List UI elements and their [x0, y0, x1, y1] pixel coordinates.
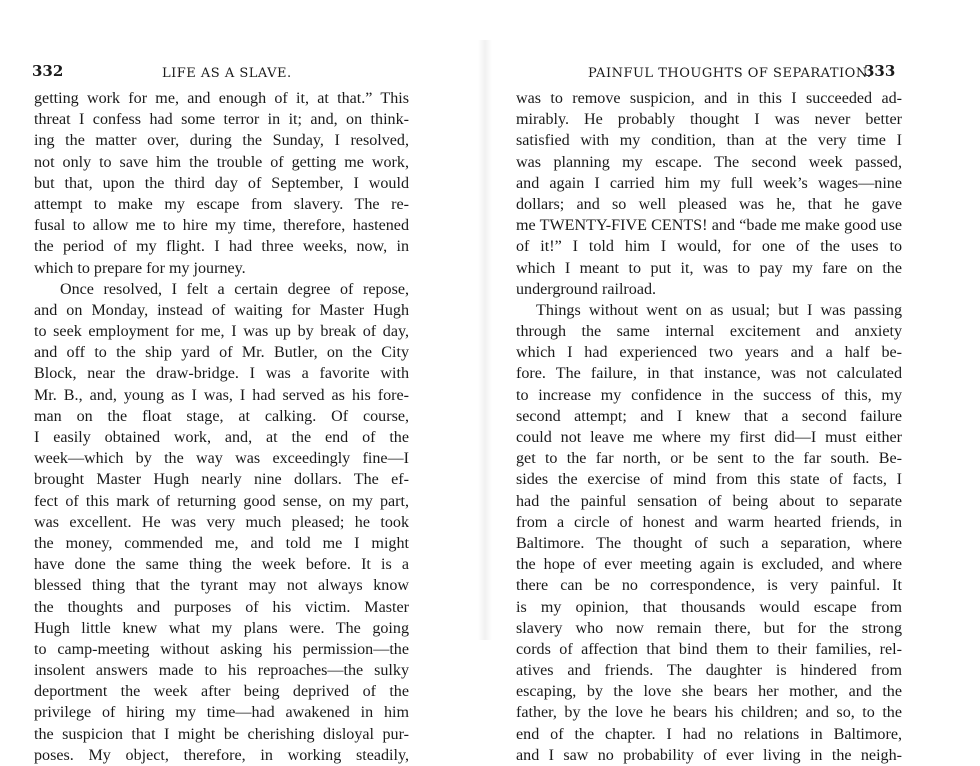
page-number: 333 [864, 62, 896, 80]
text-line: father, by the love he bears his children; and so, to the [516, 704, 902, 722]
text-line: and off to the ship yard of Mr. Butler, on the City [34, 344, 409, 362]
text-line: not only to save him the trouble of getting me work, [34, 153, 409, 171]
text-line: brought Master Hugh nearly nine dollars. The ef- [34, 471, 409, 489]
text-line: second attempt; and I knew that a second failure [516, 407, 902, 425]
text-line: is my opinion, that thousands would escape from [516, 598, 902, 616]
text-line: fusal to allow me to hire my time, therefore, hastened [34, 217, 409, 235]
text-line: threat I confess had some terror in it; and, on think- [34, 111, 409, 129]
text-line: fect of this mark of returning good sense, on my part, [34, 492, 409, 510]
text-line: Hugh little knew what my plans were. The going [34, 619, 409, 637]
text-line: dollars; and so well pleased was he, that he gave [516, 195, 902, 213]
text-line: insolent answers made to his reproaches—the sulky [34, 662, 409, 680]
right-page [500, 0, 980, 764]
text-line: end of the chapter. I had no relations in Baltimore, [516, 725, 902, 743]
text-line: had the painful sensation of being about to separate [516, 492, 902, 510]
text-line: could not leave me where my first did—I must either [516, 429, 902, 446]
text-line: the hope of ever meeting again is excluded, and where [516, 556, 902, 574]
book-gutter [478, 40, 492, 640]
text-line: to increase my confidence in the success of this, my [516, 386, 902, 404]
text-line: have done the same thing the week before. It is a [34, 556, 409, 574]
text-line: which to prepare for my journey. [34, 259, 246, 277]
text-line: to seek employment for me, I was up by break of day, [34, 323, 409, 341]
text-line: and I saw no probability of ever living in the neigh- [516, 746, 902, 764]
text-line: week—which by the way was exceedingly fine—I [34, 450, 409, 468]
text-line: was to remove suspicion, and in this I succeeded ad- [516, 90, 902, 107]
text-line: Baltimore. The thought of such a separation, where [516, 534, 902, 552]
text-line: man on the float stage, at calking. Of course, [34, 407, 409, 425]
text-line: of it!” I told him I would, for one of the uses to [516, 238, 902, 256]
text-line: and on Monday, instead of waiting for Master Hugh [34, 301, 409, 319]
running-head: PAINFUL THOUGHTS OF SEPARATION. [588, 66, 872, 81]
text-line: cords of affection that bind them to their families, rel- [516, 640, 902, 658]
text-line: me TWENTY-FIVE CENTS! and “bade me make good use [516, 217, 902, 235]
text-line: and again I carried him my full week’s wages—nine [516, 174, 902, 192]
text-line: atives and friends. The daughter is hindered from [516, 662, 902, 680]
text-line: fore. The failure, in that instance, was not calculated [516, 365, 902, 383]
text-line: which I had experienced two years and a half be- [516, 344, 902, 362]
text-line: the money, commended me, and told me I might [34, 534, 409, 552]
text-line: ing the matter over, during the Sunday, I resolved, [34, 132, 409, 150]
page-body [516, 88, 902, 766]
text-line: underground railroad. [516, 280, 657, 298]
text-line: was planning my escape. The second week passed, [516, 153, 902, 171]
text-line: deportment the week after being deprived of the [34, 683, 409, 701]
left-page [0, 0, 470, 764]
text-line: the thoughts and purposes of his victim. Master [34, 598, 409, 616]
text-line: blessed thing that the tyrant may not always know [34, 577, 409, 595]
text-line: there can be no correspondence, is very painful. It [516, 577, 902, 595]
text-line: Block, near the draw-bridge. I was a favorite with [34, 365, 409, 383]
text-line: privilege of hiring my time—had awakened in him [34, 704, 409, 722]
text-line: through the same internal excitement and anxiety [516, 323, 902, 341]
text-line: but that, upon the third day of September, I would [34, 174, 409, 192]
text-line: poses. My object, therefore, in working steadily, [34, 746, 409, 764]
text-line: I easily obtained work, and, at the end of the [34, 429, 409, 446]
text-line: which I meant to put it, was to pay my fare on the [516, 259, 902, 277]
page-number: 332 [32, 62, 64, 80]
text-line: was excellent. He was very much pleased; he took [34, 513, 409, 531]
text-line: Once resolved, I felt a certain degree of repose, [60, 280, 409, 298]
text-line: escaping, by the love she bears her mother, and the [516, 683, 902, 701]
text-line: attempt to make my escape from slavery. The re- [34, 195, 409, 213]
text-line: to camp-meeting without asking his permission—the [34, 640, 409, 658]
text-line: mirably. He probably thought I was never better [516, 111, 902, 129]
running-head: LIFE AS A SLAVE. [162, 66, 292, 81]
page-body [34, 88, 409, 766]
text-line: slavery who now remain there, but for the strong [516, 619, 902, 637]
text-line: the period of my flight. I had three weeks, now, in [34, 238, 409, 256]
text-line: get to the far north, or be sent to the far south. Be- [516, 450, 902, 468]
text-line: Things without went on as usual; but I was passing [536, 301, 902, 319]
text-line: the suspicion that I might be cherishing disloyal pur- [34, 725, 409, 743]
text-line: sides the exercise of mind from this state of facts, I [516, 471, 902, 489]
text-line: Mr. B., and, young as I was, I had served as his fore- [34, 386, 409, 404]
text-line: from a circle of honest and warm hearted friends, in [516, 513, 902, 531]
text-line: getting work for me, and enough of it, at that.” This [34, 90, 409, 107]
text-line: satisfied with my condition, than at the very time I [516, 132, 902, 150]
